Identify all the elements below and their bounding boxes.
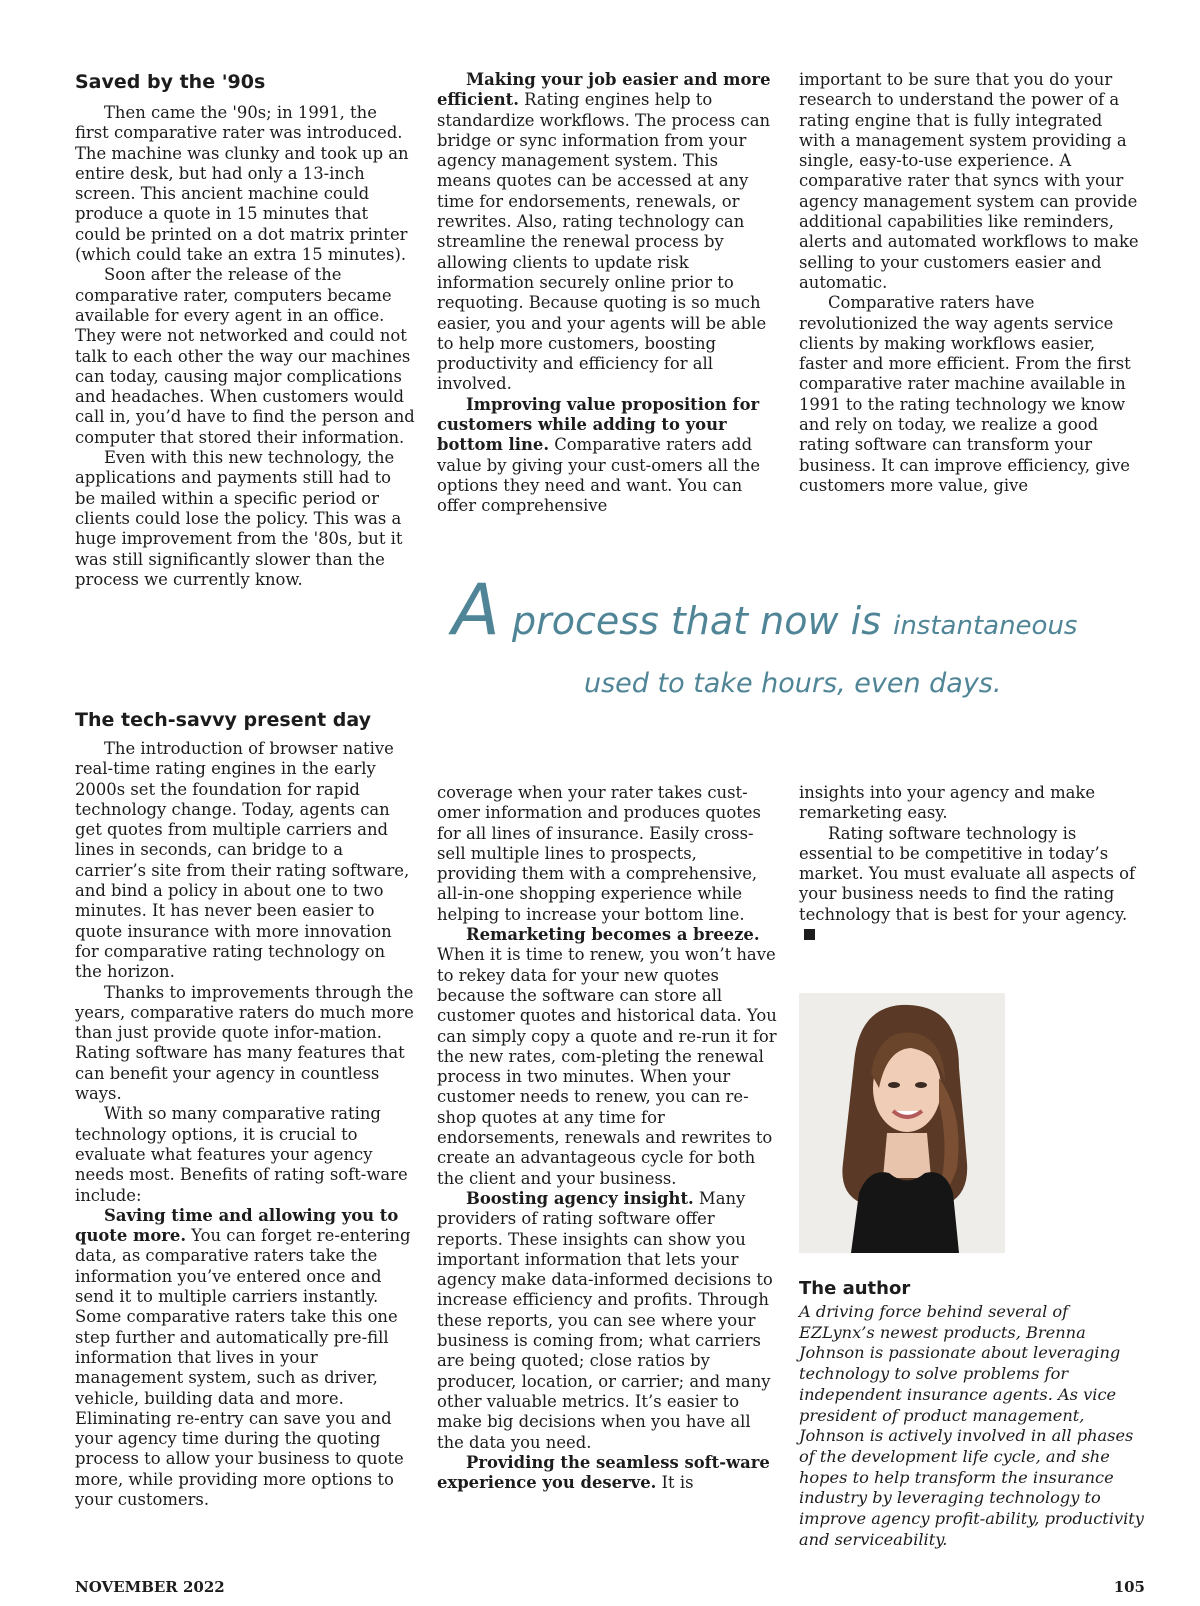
benefit-lead: Boosting agency insight. xyxy=(466,1188,694,1208)
pull-quote-initial: A xyxy=(452,569,500,651)
paragraph: Soon after the release of the comparative rater, computers became available for every agent in an office. They were not networked and could not talk to each other the way our machines can today, causing major complications and headaches. When customers would call in, you’d have to find the person and computer that stored their information. xyxy=(75,265,415,447)
pull-quote-emphasis: instantaneous xyxy=(893,611,1078,641)
paragraph: insights into your agency and make remarketing easy. xyxy=(799,783,1096,823)
column-1-bottom xyxy=(75,739,415,1510)
closing-text: Rating software technology is essential to be competitive in today’s market. You must evaluate all aspects of your business needs to find the rating technology that is best for your agency. xyxy=(799,823,1136,924)
benefit-lead: Making your job easier and more efficient. xyxy=(437,70,771,110)
author-portrait-icon xyxy=(799,993,1005,1253)
section-heading-present: The tech-savvy present day xyxy=(75,709,372,731)
paragraph xyxy=(437,925,777,1189)
column-1-top xyxy=(75,103,415,590)
section-heading-90s: Saved by the '90s xyxy=(75,71,266,93)
pull-quote-line-1 xyxy=(452,570,1077,650)
column-3-bottom xyxy=(799,783,1139,945)
author-heading: The author xyxy=(799,1278,911,1299)
benefit-lead: Providing the seamless soft-ware experience you deserve. xyxy=(437,1452,770,1493)
column-3-top xyxy=(799,70,1139,496)
benefit-body: It is xyxy=(656,1473,694,1493)
column-2-bottom xyxy=(437,783,777,1493)
paragraph xyxy=(75,1206,415,1510)
paragraph xyxy=(437,1453,777,1494)
benefit-body: Comparative raters add value by giving your cust-omers all the options they need and want. You can offer comprehensive xyxy=(437,435,761,516)
benefit-lead: Remarketing becomes a breeze. xyxy=(466,925,760,945)
paragraph xyxy=(437,1189,777,1453)
paragraph: Thanks to improvements through the years, comparative raters do much more than just provide quote infor-mation. Rating software has many features that can benefit your agency in countless ways. xyxy=(75,982,414,1104)
pull-quote-line-2: used to take hours, even days. xyxy=(584,668,1002,699)
paragraph: important to be sure that you do your research to understand the power of a rating engine that is fully integrated with a management system providing a single, easy-to-use experience. A comparative rater that syncs with your agency management system can provide additional capabilities like reminders, alerts and automated workflows to make selling to your customers easier and automatic. xyxy=(799,70,1139,292)
author-photo xyxy=(799,993,1005,1253)
benefit-body: When it is time to renew, you won’t have to rekey data for your new quotes because the software can store all customer quotes and historical data. You can simply copy a quote and re-run it for the new rates, com-pleting the renewal process in two minutes. When your customer needs to renew, you can re-shop quotes at any time for endorsements, renewals and rewrites to create an advantageous cycle for both the client and your business. xyxy=(437,945,777,1188)
paragraph xyxy=(799,824,1139,946)
paragraph: Comparative raters have revolutionized the way agents service clients by making workflows easier, faster and more efficient. From the first comparative rater machine available in 1991 to the rating technology we know and rely on today, we realize a good rating software can transform your business. It can improve efficiency, give customers more value, give xyxy=(799,293,1131,495)
benefit-body: Rating engines help to standardize workflows. The process can bridge or sync information from your agency management system. This means quotes can be accessed at any time for endorsements, renewals, or rewrites. Also, rating technology can streamline the renewal process by allowing clients to update risk information securely online prior to requoting. Because quoting is so much easier, you and your agents will be able to help more customers, boosting productivity and efficiency for all involved. xyxy=(437,90,771,394)
benefit-body: You can forget re-entering data, as comparative raters take the information you’ve entered once and send it to multiple carriers instantly. Some comparative raters take this one step further and automatically pre-fill information that lives in your management system, such as driver, vehicle, building data and more. Eliminating re-entry can save you and your agency time during the quoting process to allow your business to quote more, while providing more options to your customers. xyxy=(75,1226,411,1509)
paragraph: Even with this new technology, the applications and payments still had to be mailed within a specific period or clients could lose the policy. This was a huge improvement from the '80s, but it was still significantly slower than the process we currently know. xyxy=(75,448,403,589)
paragraph xyxy=(437,395,777,517)
author-bio: A driving force behind several of EZLynx’s newest products, Brenna Johnson is passionate about leveraging technology to solve problems for independent insurance agents. As vice president of product management, Johnson is actively involved in all phases of the development life cycle, and she hopes to help transform the insurance industry by leveraging technology to improve agency profit-ability, productivity and serviceability. xyxy=(799,1302,1144,1549)
column-2-top xyxy=(437,70,777,517)
benefit-body: Many providers of rating software offer reports. These insights can show you important information that lets your agency make data-informed decisions to increase efficiency and profits. Through these reports, you can see where your business is coming from; what carriers are being quoted; close ratios by producer, location, or carrier; and many other valuable metrics. It’s easier to make big decisions when you have all the data you need. xyxy=(437,1188,773,1452)
pull-quote-main: process that now is xyxy=(499,599,894,643)
benefit-lead: Improving value proposition for customers while adding to your bottom line. xyxy=(437,394,760,455)
paragraph xyxy=(437,70,777,395)
paragraph: Then came the '90s; in 1991, the first comparative rater was introduced. The machine was clunky and took up an entire desk, but had only a 13-inch screen. This ancient machine could produce a quote in 15 minutes that could be printed on a dot matrix printer (which could take an extra 15 minutes). xyxy=(75,103,409,265)
benefit-lead: Saving time and allowing you to quote more. xyxy=(75,1205,399,1246)
paragraph: The introduction of browser native real-time rating engines in the early 2000s set the foundation for rapid technology change. Today, agents can get quotes from multiple carriers and lines in seconds, can bridge to a carrier’s site from their rating software, and bind a policy in about one to two minutes. It has never been easier to quote insurance with more innovation for comparative rating technology on the horizon. xyxy=(75,739,410,982)
paragraph: coverage when your rater takes cust-omer information and produces quotes for all lines of insurance. Easily cross-sell multiple lines to prospects, providing them with a comprehensive, all-in-one shopping experience while helping to increase your bottom line. xyxy=(437,783,761,924)
footer-date: NOVEMBER 2022 xyxy=(75,1578,225,1596)
page-number: 105 xyxy=(1113,1578,1145,1596)
paragraph: With so many comparative rating technology options, it is crucial to evaluate what features your agency needs most. Benefits of rating soft-ware include: xyxy=(75,1104,408,1205)
end-of-story-icon xyxy=(804,929,815,940)
